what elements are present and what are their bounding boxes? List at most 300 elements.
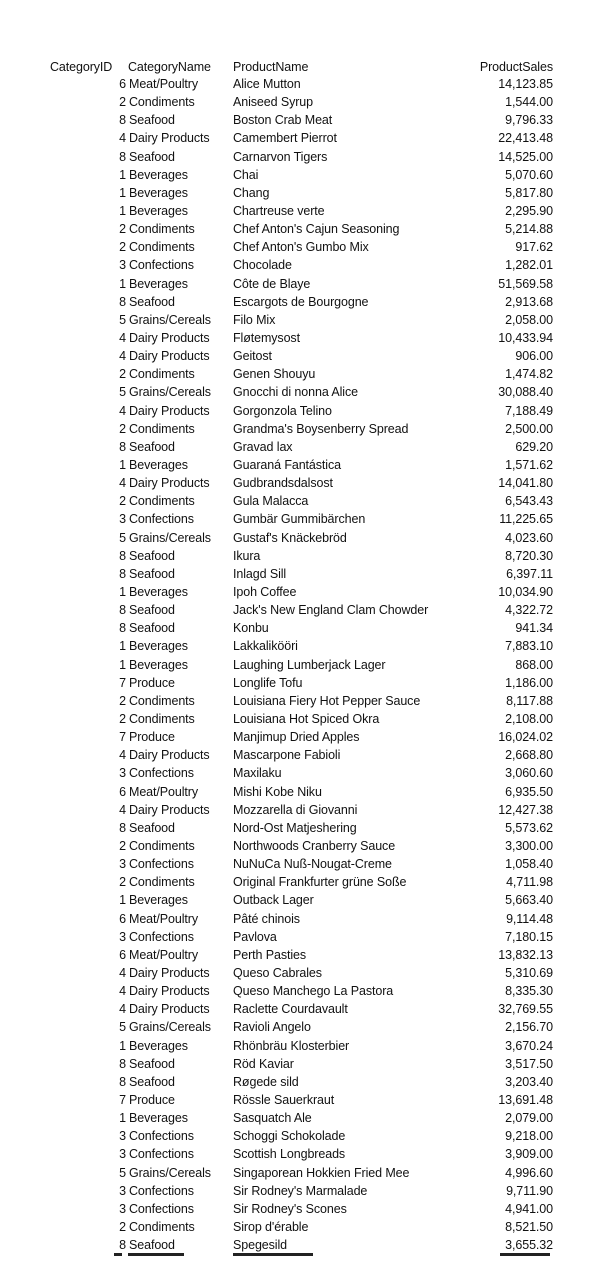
cell-product-sales: 3,909.00: [505, 1147, 553, 1162]
table-row: [0, 837, 604, 855]
cell-category-name: Confections: [129, 766, 194, 781]
table-row: [0, 492, 604, 510]
cell-category-name: Meat/Poultry: [129, 77, 198, 92]
cell-product-name: Pâté chinois: [233, 911, 300, 926]
cell-category-name: Condiments: [129, 693, 195, 708]
cell-product-sales: 13,691.48: [498, 1092, 553, 1107]
cell-product-sales: 8,335.30: [505, 984, 553, 999]
cell-product-sales: 4,941.00: [505, 1201, 553, 1216]
cell-category-id: 2: [119, 1219, 126, 1234]
table-row: [0, 238, 604, 256]
cell-spacer: [553, 891, 604, 909]
table-row: [0, 365, 604, 383]
table-row: [0, 1055, 604, 1073]
cell-product-name: Chang: [233, 185, 270, 200]
cell-category-id: 2: [119, 421, 126, 436]
cell-product-name: NuNuCa Nuß-Nougat-Creme: [233, 857, 392, 872]
cell-category-id: 8: [119, 820, 126, 835]
cell-category-name: Seafood: [129, 149, 175, 164]
cell-product-name: Grandma's Boysenberry Spread: [233, 421, 409, 436]
cell-category-name: Beverages: [129, 204, 188, 219]
table-row: [0, 402, 604, 420]
cell-product-sales: 4,322.72: [505, 603, 553, 618]
cell-product-name: Queso Cabrales: [233, 965, 322, 980]
table-row: [0, 891, 604, 909]
table-row: [0, 946, 604, 964]
cell-category-name: Condiments: [129, 240, 195, 255]
cell-product-name: Inlagd Sill: [233, 566, 287, 581]
cell-product-sales: 1,282.01: [505, 258, 553, 273]
cell-category-id: 3: [119, 1201, 126, 1216]
table-row: [0, 928, 604, 946]
cell-category-name: Seafood: [129, 820, 175, 835]
cell-spacer: [553, 928, 604, 946]
cell-spacer: [553, 656, 604, 674]
product-sales-report: [0, 59, 604, 1254]
cell-spacer: [553, 1127, 604, 1145]
cell-spacer: [553, 529, 604, 547]
cell-product-name: Carnarvon Tigers: [233, 149, 328, 164]
cell-category-id: 2: [119, 95, 126, 110]
cell-category-id: 2: [119, 693, 126, 708]
cell-category-id: 5: [119, 530, 126, 545]
cell-spacer: [553, 474, 604, 492]
cell-product-name: Gorgonzola Telino: [233, 403, 332, 418]
cell-category-id: 2: [119, 711, 126, 726]
cell-product-name: Gravad lax: [233, 439, 293, 454]
cell-category-id: 8: [119, 1238, 126, 1253]
table-row: [0, 873, 604, 891]
cell-category-name: Seafood: [129, 439, 175, 454]
cell-product-name: Chef Anton's Gumbo Mix: [233, 240, 369, 255]
cell-spacer: [553, 1055, 604, 1073]
cell-spacer: [553, 1200, 604, 1218]
table-row: [0, 1182, 604, 1200]
cell-product-sales: 3,517.50: [505, 1056, 553, 1071]
cell-category-id: 1: [119, 585, 126, 599]
cell-product-sales: 5,070.60: [505, 167, 553, 182]
cell-product-name: Filo Mix: [233, 312, 276, 327]
table-row: [0, 329, 604, 347]
cell-category-id: 4: [119, 403, 126, 418]
cell-product-name: Chef Anton's Cajun Seasoning: [233, 222, 400, 237]
cell-category-id: 4: [119, 476, 126, 491]
cell-category-id: 4: [119, 802, 126, 817]
cell-product-sales: 941.34: [515, 621, 553, 636]
cell-category-id: 4: [119, 965, 126, 980]
cell-category-id: 5: [119, 312, 126, 327]
table-row: [0, 311, 604, 329]
table-row: [0, 565, 604, 583]
cell-product-name: Genen Shouyu: [233, 367, 316, 382]
cell-product-name: Boston Crab Meat: [233, 113, 333, 128]
cell-category-name: Confections: [129, 1183, 194, 1198]
cell-spacer: [553, 510, 604, 528]
cell-spacer: [553, 837, 604, 855]
cell-spacer: [553, 964, 604, 982]
table-row: [0, 256, 604, 274]
cell-spacer: [553, 1073, 604, 1091]
cell-product-sales: 7,180.15: [505, 929, 553, 944]
cell-category-name: Dairy Products: [129, 131, 210, 146]
cell-product-sales: 5,573.62: [505, 820, 553, 835]
table-row: [0, 583, 604, 601]
table-row: [0, 1036, 604, 1054]
cell-product-sales: 11,225.65: [499, 512, 553, 527]
cell-product-sales: 8,117.88: [506, 693, 553, 708]
cell-category-name: Confections: [129, 929, 194, 944]
cell-product-name: Røgede sild: [233, 1074, 299, 1089]
cell-category-name: Beverages: [129, 1038, 188, 1053]
cell-category-id: 5: [119, 1165, 126, 1180]
cell-category-name: Seafood: [129, 566, 175, 581]
cell-category-name: Seafood: [129, 621, 175, 636]
cell-spacer: [553, 1236, 604, 1254]
cell-product-name: Chocolade: [233, 258, 292, 273]
table-row: [0, 420, 604, 438]
cell-spacer: [553, 93, 604, 111]
cell-product-sales: 6,935.50: [505, 784, 553, 799]
cell-category-id: 6: [119, 77, 126, 92]
cell-category-name: Condiments: [129, 367, 195, 382]
table-row: [0, 75, 604, 93]
cell-product-name: Camembert Pierrot: [233, 131, 337, 146]
cell-product-sales: 2,913.68: [505, 294, 553, 309]
cell-product-name: Raclette Courdavault: [233, 1002, 348, 1017]
cell-product-name: Schoggi Schokolade: [233, 1129, 346, 1144]
cell-spacer: [553, 909, 604, 927]
table-row: [0, 637, 604, 655]
cell-spacer: [553, 220, 604, 238]
cell-category-name: Seafood: [129, 113, 175, 128]
cell-spacer: [553, 855, 604, 873]
cell-spacer: [553, 819, 604, 837]
table-row: [0, 129, 604, 147]
cell-product-name: Geitost: [233, 349, 272, 364]
cell-spacer: [553, 383, 604, 401]
cell-category-id: 1: [119, 893, 126, 908]
cell-product-name: Original Frankfurter grüne Soße: [233, 875, 407, 890]
cell-product-name: Scottish Longbreads: [233, 1147, 346, 1162]
cell-product-sales: 5,817.80: [505, 185, 553, 200]
cell-category-id: 3: [119, 929, 126, 944]
cell-product-sales: 906.00: [515, 349, 553, 364]
cell-category-id: 2: [119, 838, 126, 853]
cell-product-name: Ravioli Angelo: [233, 1020, 311, 1035]
cell-category-id: 4: [119, 748, 126, 763]
cell-product-name: Mascarpone Fabioli: [233, 748, 341, 763]
cell-category-name: Condiments: [129, 838, 195, 853]
cell-product-sales: 30,088.40: [498, 385, 553, 400]
cell-category-name: Confections: [129, 512, 194, 527]
cell-product-sales: 9,796.33: [505, 113, 553, 128]
cell-product-name: Longlife Tofu: [233, 675, 303, 690]
cell-category-id: 1: [119, 204, 126, 219]
cell-product-name: Northwoods Cranberry Sauce: [233, 838, 396, 853]
cell-product-sales: 1,571.62: [505, 458, 553, 473]
cell-product-name: Manjimup Dried Apples: [233, 730, 360, 745]
table-row: [0, 293, 604, 311]
cell-spacer: [553, 946, 604, 964]
cell-product-name: Sasquatch Ale: [233, 1111, 312, 1126]
cell-category-name: Seafood: [129, 294, 175, 309]
cell-spacer: [553, 402, 604, 420]
cell-product-sales: 1,186.00: [505, 675, 553, 690]
cell-category-name: Seafood: [129, 548, 175, 563]
cell-category-name: Dairy Products: [129, 349, 210, 364]
table-row: [0, 184, 604, 202]
cell-spacer: [553, 184, 604, 202]
table-row: [0, 1018, 604, 1036]
table-header: [0, 59, 604, 75]
cell-category-name: Condiments: [129, 95, 195, 110]
cell-spacer: [553, 420, 604, 438]
table-row: [0, 202, 604, 220]
cell-category-name: Beverages: [129, 167, 188, 182]
table-row: [0, 1200, 604, 1218]
cell-category-name: Dairy Products: [129, 965, 210, 980]
cell-category-name: Grains/Cereals: [129, 1165, 211, 1180]
table-row: [0, 982, 604, 1000]
cell-product-sales: 5,214.88: [505, 222, 553, 237]
cell-category-id: 8: [119, 294, 126, 309]
header-row: [0, 59, 604, 75]
cell-spacer: [553, 1091, 604, 1109]
cell-category-name: Seafood: [129, 1074, 175, 1089]
cell-product-sales: 16,024.02: [498, 730, 553, 745]
cell-category-name: Produce: [129, 1092, 175, 1107]
cell-spacer: [553, 583, 604, 601]
cell-product-name: Rhönbräu Klosterbier: [233, 1038, 350, 1053]
cell-spacer: [553, 256, 604, 274]
cell-category-id: 8: [119, 548, 126, 563]
table-row: [0, 1127, 604, 1145]
cell-product-sales: 868.00: [515, 657, 553, 672]
cell-product-name: Jack's New England Clam Chowder: [233, 603, 429, 618]
cell-category-name: Seafood: [129, 603, 175, 618]
cell-spacer: [553, 275, 604, 293]
cell-product-sales: 9,114.48: [506, 911, 553, 926]
table-row: [0, 529, 604, 547]
table-row: [0, 1073, 604, 1091]
cell-category-name: Meat/Poultry: [129, 947, 198, 962]
cell-category-name: Beverages: [129, 893, 188, 908]
cell-product-name: Sir Rodney's Marmalade: [233, 1183, 368, 1198]
product-sales-table: [0, 59, 604, 1254]
cell-product-sales: 1,474.82: [505, 367, 553, 382]
cell-category-id: 8: [119, 603, 126, 618]
cell-category-id: 3: [119, 1147, 126, 1162]
cell-product-sales: 3,203.40: [505, 1074, 553, 1089]
cell-category-id: 7: [119, 730, 126, 745]
cell-spacer: [553, 782, 604, 800]
cell-category-name: Dairy Products: [129, 476, 210, 491]
table-row: [0, 456, 604, 474]
cell-spacer: [553, 1182, 604, 1200]
cell-spacer: [553, 129, 604, 147]
header-category-name: CategoryName: [128, 60, 211, 74]
cell-product-sales: 1,544.00: [505, 95, 553, 110]
cell-product-name: Perth Pasties: [233, 947, 307, 962]
cell-spacer: [553, 637, 604, 655]
cell-product-name: Ipoh Coffee: [233, 585, 297, 599]
cell-product-name: Fløtemysost: [233, 331, 300, 346]
table-row: [0, 474, 604, 492]
table-row: [0, 764, 604, 782]
cell-category-name: Beverages: [129, 458, 188, 473]
cell-category-name: Seafood: [129, 1238, 175, 1253]
cell-spacer: [553, 601, 604, 619]
cell-product-name: Sir Rodney's Scones: [233, 1201, 347, 1216]
cell-spacer: [553, 1109, 604, 1127]
cell-category-id: 8: [119, 149, 126, 164]
cell-category-name: Beverages: [129, 639, 188, 654]
cell-category-id: 4: [119, 1002, 126, 1017]
cell-product-sales: 12,427.38: [498, 802, 553, 817]
cell-spacer: [553, 347, 604, 365]
cell-product-sales: 3,655.32: [505, 1238, 553, 1253]
cell-product-name: Pavlova: [233, 929, 277, 944]
cell-spacer: [553, 692, 604, 710]
cell-product-name: Maxilaku: [233, 766, 282, 781]
header-product-name: ProductName: [233, 60, 309, 74]
cell-product-sales: 2,500.00: [505, 421, 553, 436]
table-row: [0, 510, 604, 528]
table-row: [0, 1145, 604, 1163]
cell-category-id: 8: [119, 621, 126, 636]
cell-product-sales: 5,663.40: [505, 893, 553, 908]
cell-category-id: 1: [119, 1038, 126, 1053]
cell-product-name: Chai: [233, 167, 259, 182]
cell-product-name: Ikura: [233, 548, 261, 563]
table-row: [0, 656, 604, 674]
cell-category-id: 4: [119, 984, 126, 999]
cell-product-sales: 22,413.48: [498, 131, 553, 146]
cell-product-name: Konbu: [233, 621, 269, 636]
cell-spacer: [553, 801, 604, 819]
cell-spacer: [553, 75, 604, 93]
cell-category-name: Grains/Cereals: [129, 312, 211, 327]
cell-spacer: [553, 202, 604, 220]
cell-category-name: Beverages: [129, 585, 188, 599]
cell-category-id: 2: [119, 494, 126, 509]
cell-spacer: [553, 1000, 604, 1018]
cell-spacer: [553, 1145, 604, 1163]
cell-product-name: Gula Malacca: [233, 494, 309, 509]
cell-spacer: [553, 982, 604, 1000]
cell-product-sales: 4,023.60: [505, 530, 553, 545]
cell-spacer: [553, 311, 604, 329]
table-row: [0, 782, 604, 800]
cell-category-name: Confections: [129, 1129, 194, 1144]
cell-spacer: [553, 1018, 604, 1036]
cell-product-sales: 6,397.11: [506, 566, 553, 581]
cell-category-id: 2: [119, 240, 126, 255]
cell-category-name: Beverages: [129, 276, 188, 291]
cell-spacer: [553, 329, 604, 347]
cell-product-name: Outback Lager: [233, 893, 314, 908]
cell-product-sales: 917.62: [515, 240, 553, 255]
cell-product-name: Louisiana Hot Spiced Okra: [233, 711, 380, 726]
cell-product-name: Spegesild: [233, 1238, 288, 1253]
table-row: [0, 1109, 604, 1127]
table-row: [0, 601, 604, 619]
table-row: [0, 1163, 604, 1181]
cell-product-name: Laughing Lumberjack Lager: [233, 657, 386, 672]
cell-spacer: [553, 547, 604, 565]
cell-category-id: 3: [119, 857, 126, 872]
cell-category-name: Condiments: [129, 494, 195, 509]
cell-spacer: [553, 1036, 604, 1054]
cell-product-name: Gnocchi di nonna Alice: [233, 385, 358, 400]
cell-product-sales: 1,058.40: [505, 857, 553, 872]
table-row: [0, 801, 604, 819]
header-spacer: [553, 59, 604, 75]
cell-category-id: 1: [119, 167, 126, 182]
cell-spacer: [553, 365, 604, 383]
cell-product-name: Singaporean Hokkien Fried Mee: [233, 1165, 410, 1180]
cell-category-id: 2: [119, 875, 126, 890]
table-row: [0, 964, 604, 982]
table-body: [0, 75, 604, 1254]
cell-product-sales: 629.20: [515, 439, 553, 454]
cell-product-name: Escargots de Bourgogne: [233, 294, 369, 309]
cell-category-name: Dairy Products: [129, 331, 210, 346]
cell-category-name: Condiments: [129, 711, 195, 726]
cell-spacer: [553, 873, 604, 891]
table-row: [0, 692, 604, 710]
table-row: [0, 1218, 604, 1236]
table-row: [0, 148, 604, 166]
cell-category-name: Produce: [129, 675, 175, 690]
cell-product-sales: 4,996.60: [505, 1165, 553, 1180]
cell-category-name: Confections: [129, 857, 194, 872]
cell-product-sales: 10,034.90: [498, 585, 553, 599]
cell-product-sales: 32,769.55: [498, 1002, 553, 1017]
cell-product-sales: 7,188.49: [505, 403, 553, 418]
cell-category-id: 2: [119, 222, 126, 237]
cell-product-sales: 2,079.00: [505, 1111, 553, 1126]
cell-category-name: Grains/Cereals: [129, 530, 211, 545]
cell-spacer: [553, 111, 604, 129]
cell-product-sales: 9,711.90: [506, 1183, 553, 1198]
cell-product-name: Guaraná Fantástica: [233, 458, 341, 473]
cell-category-id: 3: [119, 766, 126, 781]
cell-product-sales: 2,058.00: [505, 312, 553, 327]
cell-product-name: Rössle Sauerkraut: [233, 1092, 335, 1107]
cell-category-id: 7: [119, 675, 126, 690]
table-row: [0, 166, 604, 184]
cell-product-sales: 2,108.00: [505, 711, 553, 726]
cell-product-name: Gustaf's Knäckebröd: [233, 530, 347, 545]
cell-category-name: Grains/Cereals: [129, 1020, 211, 1035]
cell-category-id: 4: [119, 349, 126, 364]
cell-product-name: Aniseed Syrup: [233, 95, 313, 110]
cell-product-sales: 9,218.00: [505, 1129, 553, 1144]
table-row: [0, 619, 604, 637]
cell-category-name: Condiments: [129, 875, 195, 890]
cell-category-name: Grains/Cereals: [129, 385, 211, 400]
cell-category-id: 3: [119, 512, 126, 527]
cell-category-name: Dairy Products: [129, 748, 210, 763]
cell-product-name: Mishi Kobe Niku: [233, 784, 322, 799]
cell-category-id: 4: [119, 131, 126, 146]
cell-spacer: [553, 166, 604, 184]
cell-product-sales: 8,720.30: [505, 548, 553, 563]
cell-category-name: Confections: [129, 258, 194, 273]
cell-product-sales: 2,295.90: [505, 204, 553, 219]
table-row: [0, 855, 604, 873]
